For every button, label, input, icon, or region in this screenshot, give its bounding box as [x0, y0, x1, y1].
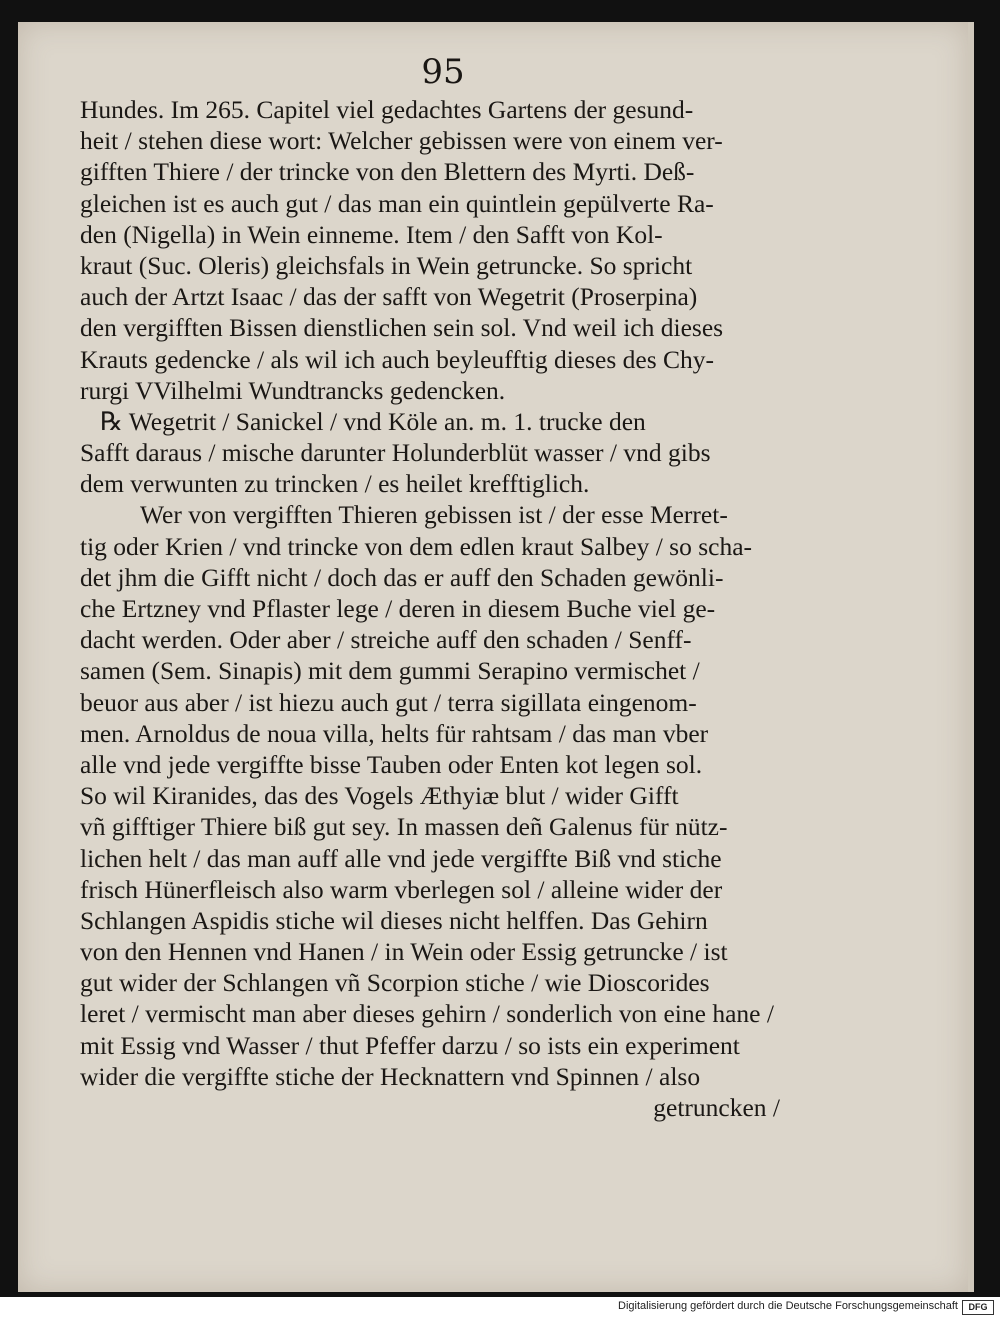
text-line: frisch Hünerfleisch also warm vberlegen sol / alleine wider der — [80, 874, 723, 904]
text-line: ℞ Wegetrit / Sanickel / vnd Köle an. m. 1. trucke den — [100, 406, 646, 436]
text-line: tig oder Krien / vnd trincke von dem edlen kraut Salbey / so scha- — [80, 531, 753, 561]
book-page — [18, 22, 974, 1292]
text-line: lichen helt / das man auff alle vnd jede vergiffte Biß vnd stiche — [80, 843, 722, 873]
text-line: dem verwunten zu trincken / es heilet krefftiglich. — [80, 469, 590, 499]
text-line: wider die vergiffte stiche der Hecknattern vnd Spinnen / also — [80, 1061, 701, 1091]
text-line: Wer von vergifften Thieren gebissen ist / der esse Merret- — [140, 500, 728, 530]
text-line: vñ gifftiger Thiere biß gut sey. In massen deñ Galenus für nütz- — [80, 812, 728, 842]
text-line: samen (Sem. Sinapis) mit dem gummi Serapino vermischet / — [80, 656, 700, 686]
text-line: kraut (Suc. Oleris) gleichsfals in Wein getruncke. So spricht — [80, 250, 693, 280]
body-text — [80, 94, 780, 1123]
text-line: Hundes. Im 265. Capitel viel gedachtes Gartens der gesund- — [80, 95, 694, 124]
text-line: heit / stehen diese wort: Welcher gebissen were von einem ver- — [80, 126, 723, 156]
text-line: gut wider der Schlangen vñ Scorpion stiche / wie Dioscorides — [80, 968, 710, 998]
text-line: Safft daraus / mische darunter Holunderblüt wasser / vnd gibs — [80, 438, 711, 468]
text-line: che Ertzney vnd Pflaster lege / deren in diesem Buche viel ge- — [80, 594, 716, 623]
footer-bar — [0, 1297, 1000, 1317]
text-line: dacht werden. Oder aber / streiche auff den schaden / Senff- — [80, 625, 692, 655]
text-line: gleichen ist es auch gut / das man ein quintlein gepülverte Ra- — [80, 188, 714, 218]
text-line: So wil Kiranides, das des Vogels Æthyiæ blut / wider Gifft — [80, 781, 679, 811]
page-number: 95 — [421, 52, 465, 92]
text-line: den (Nigella) in Wein einneme. Item / den Safft von Kol- — [80, 219, 663, 249]
text-line: det jhm die Gifft nicht / doch das er auff den Schaden gewönli- — [80, 562, 724, 592]
text-line: rurgi VVilhelmi Wundtrancks gedencken. — [80, 375, 506, 405]
text-line: alle vnd jede vergiffte bisse Tauben oder Enten kot legen sol. — [80, 749, 703, 779]
text-line: Schlangen Aspidis stiche wil dieses nicht helffen. Das Gehirn — [80, 905, 708, 935]
text-line: Krauts gedencke / als wil ich auch beyleufftig dieses des Chy- — [80, 344, 715, 374]
text-line: leret / vermischt man aber dieses gehirn / sonderlich von eine hane / — [80, 999, 774, 1029]
text-line: den vergifften Bissen dienstlichen sein sol. Vnd weil ich dieses — [80, 313, 724, 343]
catchword: getruncken / — [653, 1093, 780, 1122]
text-line: mit Essig vnd Wasser / thut Pfeffer darzu / so ists ein experiment — [80, 1030, 740, 1060]
text-line: men. Arnoldus de noua villa, helts für rahtsam / das man vber — [80, 718, 709, 748]
text-line: gifften Thiere / der trincke von den Blettern des Myrti. Deß- — [80, 157, 695, 187]
dfg-logo-icon: DFG — [962, 1300, 994, 1315]
funding-note: Digitalisierung gefördert durch die Deutsche Forschungsgemeinschaft — [618, 1300, 958, 1312]
text-line: auch der Artzt Isaac / das der safft von Wegetrit (Proserpina) — [80, 282, 698, 312]
text-line: von den Hennen vnd Hanen / in Wein oder Essig getruncke / ist — [80, 937, 728, 967]
text-line: beuor aus aber / ist hiezu auch gut / terra sigillata eingenom- — [80, 687, 697, 717]
